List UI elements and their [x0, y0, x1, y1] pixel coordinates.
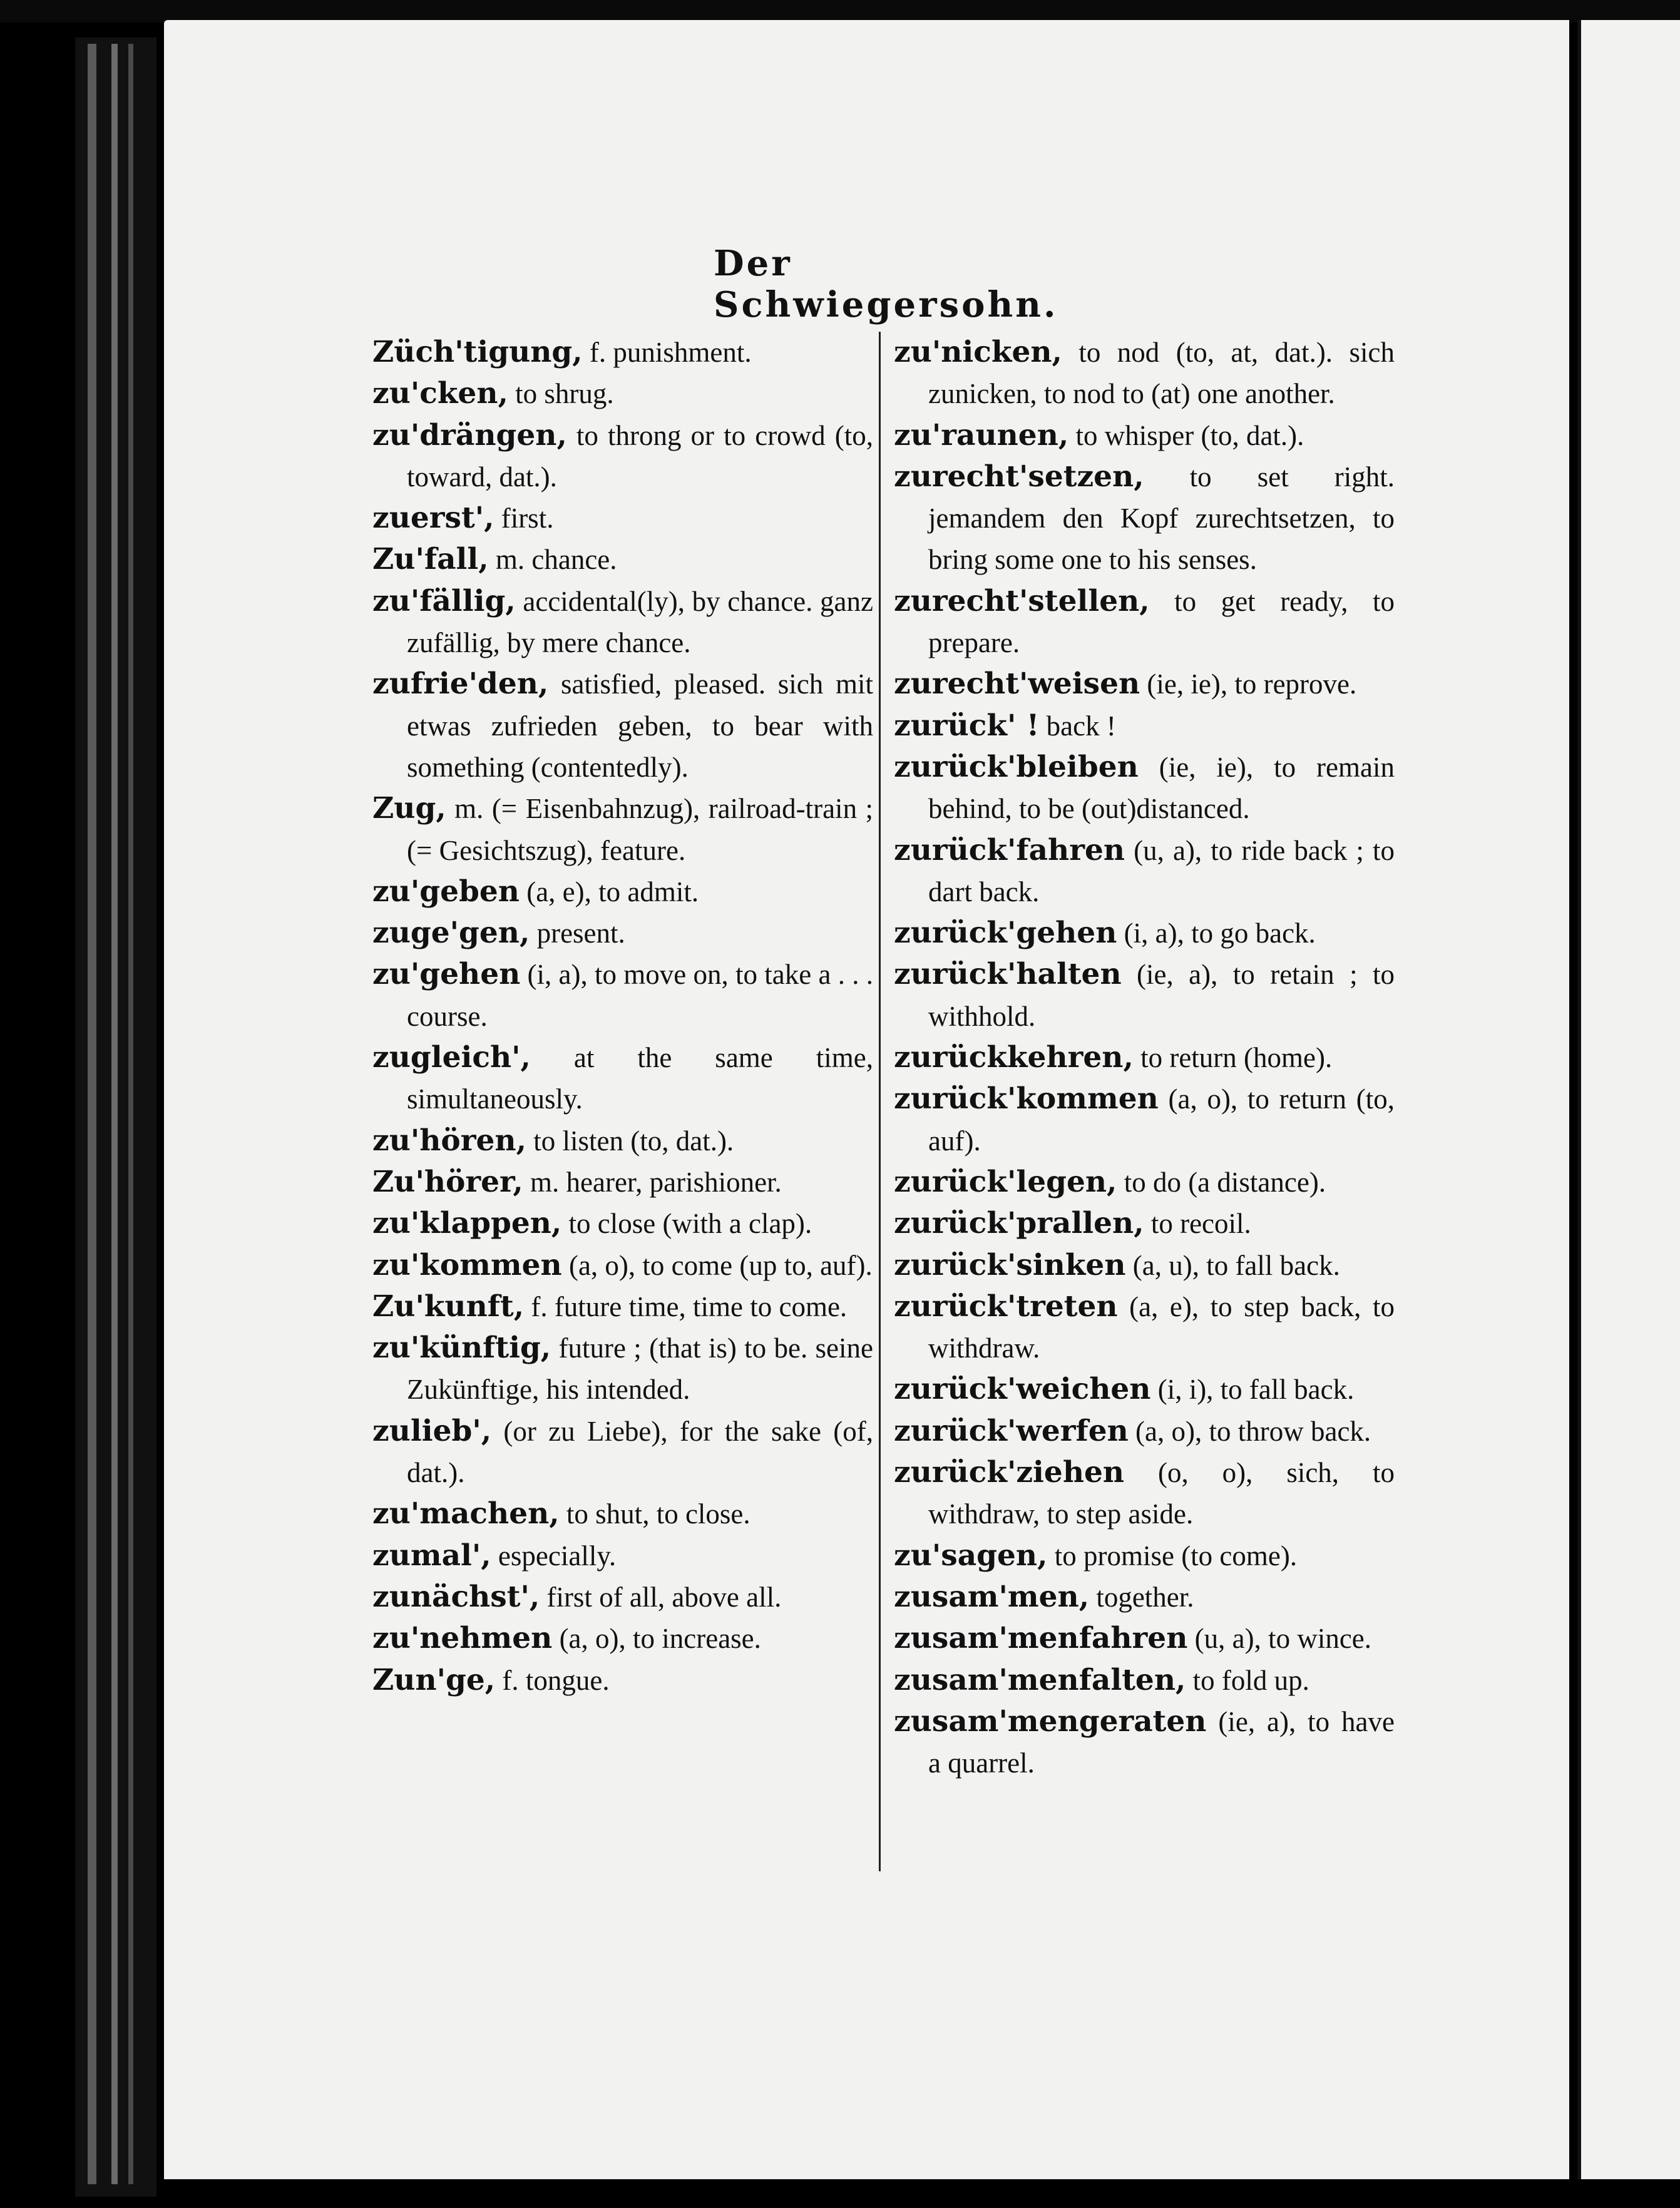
entry-definition: to get ready, to prepare. [928, 585, 1395, 659]
glossary-entry [894, 705, 1395, 747]
entry-definition: to shut, to close. [559, 1498, 750, 1530]
glossary-column-left [372, 332, 873, 1701]
glossary-entry [372, 1411, 873, 1494]
glossary-entry [894, 456, 1395, 581]
entry-definition: to do (a distance). [1117, 1166, 1326, 1198]
glossary-entry [372, 539, 873, 580]
entry-headword: zu'cken, [372, 376, 508, 411]
entry-headword: zu'gehen [372, 957, 521, 992]
entry-definition: to whisper (to, dat.). [1068, 419, 1304, 451]
entry-definition: (i, a), to go back. [1117, 917, 1316, 949]
glossary-entry [372, 1535, 873, 1577]
entry-headword: zu'kommen [372, 1247, 562, 1282]
entry-headword: zu'nicken, [894, 335, 1062, 369]
glossary-entry [372, 415, 873, 498]
entry-definition: (ie, ie), to reprove. [1140, 668, 1357, 700]
scan-border [0, 0, 1680, 23]
entry-definition: m. (= Eisenbahnzug), railroad-train ; (= Gesichtszug), feature. [407, 793, 873, 866]
entry-headword: zu'sagen, [894, 1538, 1048, 1573]
entry-definition: f. future time, time to come. [524, 1291, 848, 1322]
glossary-entry [894, 1452, 1395, 1535]
entry-definition: f. punishment. [582, 337, 752, 368]
entry-definition: first. [494, 503, 554, 534]
entry-definition: (a, o), to come (up to, auf). [561, 1249, 873, 1281]
glossary-entry [372, 954, 873, 1037]
entry-headword: Zu'fall, [372, 542, 489, 577]
entry-definition: (ie, ie), to remain behind, to be (out)distanced. [928, 751, 1395, 825]
entry-definition: (a, o), to increase. [552, 1623, 761, 1655]
entry-headword: zurück'legen, [894, 1164, 1117, 1199]
glossary-entry [372, 1660, 873, 1701]
glossary-entry [894, 954, 1395, 1037]
glossary-entry [372, 663, 873, 788]
entry-definition: (or zu Liebe), for the sake (of, dat.). [407, 1415, 873, 1489]
entry-definition: (a, u), to fall back. [1125, 1249, 1340, 1281]
entry-definition: present. [530, 917, 625, 949]
glossary-entry [372, 332, 873, 373]
glossary-entry [894, 1660, 1395, 1701]
entry-headword: Zun'ge, [372, 1662, 496, 1697]
glossary-entry [372, 871, 873, 912]
entry-definition: (ie, a), to retain ; to withhold. [928, 959, 1395, 1032]
entry-headword: zurück'kommen [894, 1081, 1159, 1117]
entry-definition: m. hearer, parishioner. [523, 1166, 782, 1198]
glossary-entry [894, 1701, 1395, 1784]
glossary-entry [372, 1037, 873, 1120]
entry-headword: zu'raunen, [894, 417, 1069, 452]
entry-headword: zu'machen, [372, 1496, 560, 1531]
entry-headword: zurück'treten [894, 1289, 1118, 1324]
entry-headword: Zu'kunft, [372, 1289, 525, 1324]
glossary-entry [894, 415, 1395, 456]
entry-headword: zugleich', [372, 1040, 531, 1075]
entry-headword: zurück'prallen, [894, 1206, 1144, 1241]
glossary-entry [372, 788, 873, 871]
glossary-entry [372, 1327, 873, 1411]
glossary-entry [372, 1203, 873, 1244]
entry-definition: to return (home). [1133, 1042, 1333, 1074]
glossary-entry [894, 830, 1395, 913]
entry-headword: zurück'gehen [894, 916, 1117, 951]
glossary-entry [372, 498, 873, 539]
entry-definition: (a, e), to step back, to withdraw. [928, 1291, 1395, 1364]
entry-headword: Züch'tigung, [372, 335, 583, 369]
entry-definition: (u, a), to wince. [1187, 1623, 1372, 1655]
glossary-entry [372, 1286, 873, 1327]
entry-headword: zufrie'den, [372, 667, 549, 702]
entry-headword: zu'geben [372, 874, 520, 909]
entry-headword: Zu'hörer, [372, 1164, 523, 1199]
entry-headword: zusam'menfalten, [894, 1662, 1186, 1697]
entry-headword: zu'hören, [372, 1123, 526, 1158]
entry-headword: zuge'gen, [372, 916, 530, 951]
entry-definition: to shrug. [508, 378, 614, 410]
glossary-entry [372, 581, 873, 664]
entry-headword: zurückkehren, [894, 1040, 1134, 1075]
entry-definition: (i, i), to fall back. [1150, 1374, 1355, 1406]
glossary-entry [894, 1535, 1395, 1577]
entry-definition: to fold up. [1186, 1664, 1309, 1696]
glossary-entry [894, 1286, 1395, 1369]
entry-definition: (u, a), to ride back ; to dart back. [928, 834, 1395, 907]
glossary-entry [894, 1411, 1395, 1452]
entry-headword: zuerst', [372, 501, 494, 536]
entry-definition: at the same time, simultaneously. [407, 1042, 873, 1115]
entry-headword: zumal', [372, 1538, 491, 1573]
entry-headword: zu'drängen, [372, 417, 567, 452]
glossary-column-right [894, 332, 1395, 1784]
entry-headword: zurecht'stellen, [894, 583, 1150, 618]
glossary-entry [894, 1245, 1395, 1286]
entry-headword: zusam'menfahren [894, 1621, 1188, 1656]
entry-definition: to promise (to come). [1047, 1540, 1298, 1572]
glossary-entry [894, 1369, 1395, 1410]
entry-headword: zu'künftig, [372, 1331, 551, 1366]
glossary-entry [894, 747, 1395, 830]
facing-page-edge [1577, 20, 1680, 2179]
entry-headword: zurück'weichen [894, 1372, 1151, 1407]
glossary-entry [894, 663, 1395, 705]
entry-definition: (ie, a), to have a quarrel. [928, 1705, 1395, 1779]
glossary-entry [894, 1037, 1395, 1078]
entry-headword: zurück'ziehen [894, 1455, 1125, 1490]
glossary-entry [372, 1618, 873, 1659]
entry-definition: to listen (to, dat.). [526, 1125, 734, 1157]
glossary-entry [372, 912, 873, 954]
spine-edge [128, 44, 133, 2184]
entry-definition: back ! [1039, 710, 1116, 742]
spine-edge [88, 44, 96, 2184]
entry-headword: zurecht'setzen, [894, 459, 1144, 494]
glossary-entry [372, 373, 873, 414]
entry-headword: zu'nehmen [372, 1621, 553, 1656]
glossary-entry [372, 1577, 873, 1618]
glossary-entry [894, 912, 1395, 954]
column-divider [879, 332, 881, 1871]
entry-definition: m. chance. [488, 544, 617, 576]
glossary-entry [894, 1162, 1395, 1203]
entry-headword: zu'fällig, [372, 583, 516, 618]
entry-definition: (o, o), sich, to withdraw, to step aside. [928, 1457, 1395, 1530]
entry-definition: (a, o), to return (to, auf). [928, 1083, 1395, 1157]
entry-definition: to nod (to, at, dat.). sich zunicken, to nod to (at) one another. [928, 337, 1395, 410]
entry-headword: zurecht'weisen [894, 667, 1140, 702]
entry-headword: Zug, [372, 791, 446, 826]
glossary-entry [894, 332, 1395, 415]
entry-headword: zu'klappen, [372, 1206, 562, 1241]
glossary-entry [894, 581, 1395, 664]
entry-headword: zurück'bleiben [894, 749, 1139, 784]
entry-definition: (a, o), to throw back. [1128, 1415, 1371, 1447]
glossary-entry [894, 1078, 1395, 1162]
entry-definition: (a, e), to admit. [519, 876, 699, 907]
entry-definition: future ; (that is) to be. seine Zukünftige, his intended. [407, 1332, 873, 1406]
glossary-entry [894, 1618, 1395, 1659]
entry-definition: to close (with a clap). [561, 1208, 812, 1240]
glossary-entry [372, 1162, 873, 1203]
entry-definition: satisfied, pleased. sich mit etwas zufrieden geben, to bear with something (contentedly). [407, 668, 873, 783]
entry-headword: zulieb', [372, 1413, 492, 1448]
entry-headword: zusam'men, [894, 1579, 1090, 1614]
entry-definition: (i, a), to move on, to take a . . . course. [407, 959, 873, 1032]
glossary-entry [372, 1493, 873, 1535]
entry-headword: zurück'werfen [894, 1413, 1129, 1448]
entry-headword: zusam'mengeraten [894, 1704, 1207, 1739]
entry-definition: f. tongue. [495, 1664, 610, 1696]
spine-edge [111, 44, 118, 2184]
entry-headword: zurück'sinken [894, 1247, 1126, 1282]
entry-definition: accidental(ly), by chance. ganz zufällig, by mere chance. [407, 585, 873, 659]
entry-definition: to throng or to crowd (to, toward, dat.). [407, 419, 873, 493]
glossary-entry [894, 1577, 1395, 1618]
glossary-entry [372, 1245, 873, 1286]
entry-headword: zurück'fahren [894, 832, 1125, 867]
entry-definition: first of all, above all. [540, 1581, 782, 1613]
running-header: Der Schwiegersohn. [714, 243, 1058, 325]
entry-headword: zurück' ! [894, 708, 1040, 743]
entry-headword: zurück'halten [894, 957, 1122, 992]
entry-definition: together. [1089, 1581, 1194, 1613]
entry-definition: especially. [491, 1540, 617, 1572]
glossary-entry [372, 1120, 873, 1162]
entry-headword: zunächst', [372, 1579, 540, 1614]
glossary-entry [894, 1203, 1395, 1244]
entry-definition: to set right. jemandem den Kopf zurechtsetzen, to bring some one to his senses. [928, 461, 1395, 576]
entry-definition: to recoil. [1144, 1208, 1251, 1240]
